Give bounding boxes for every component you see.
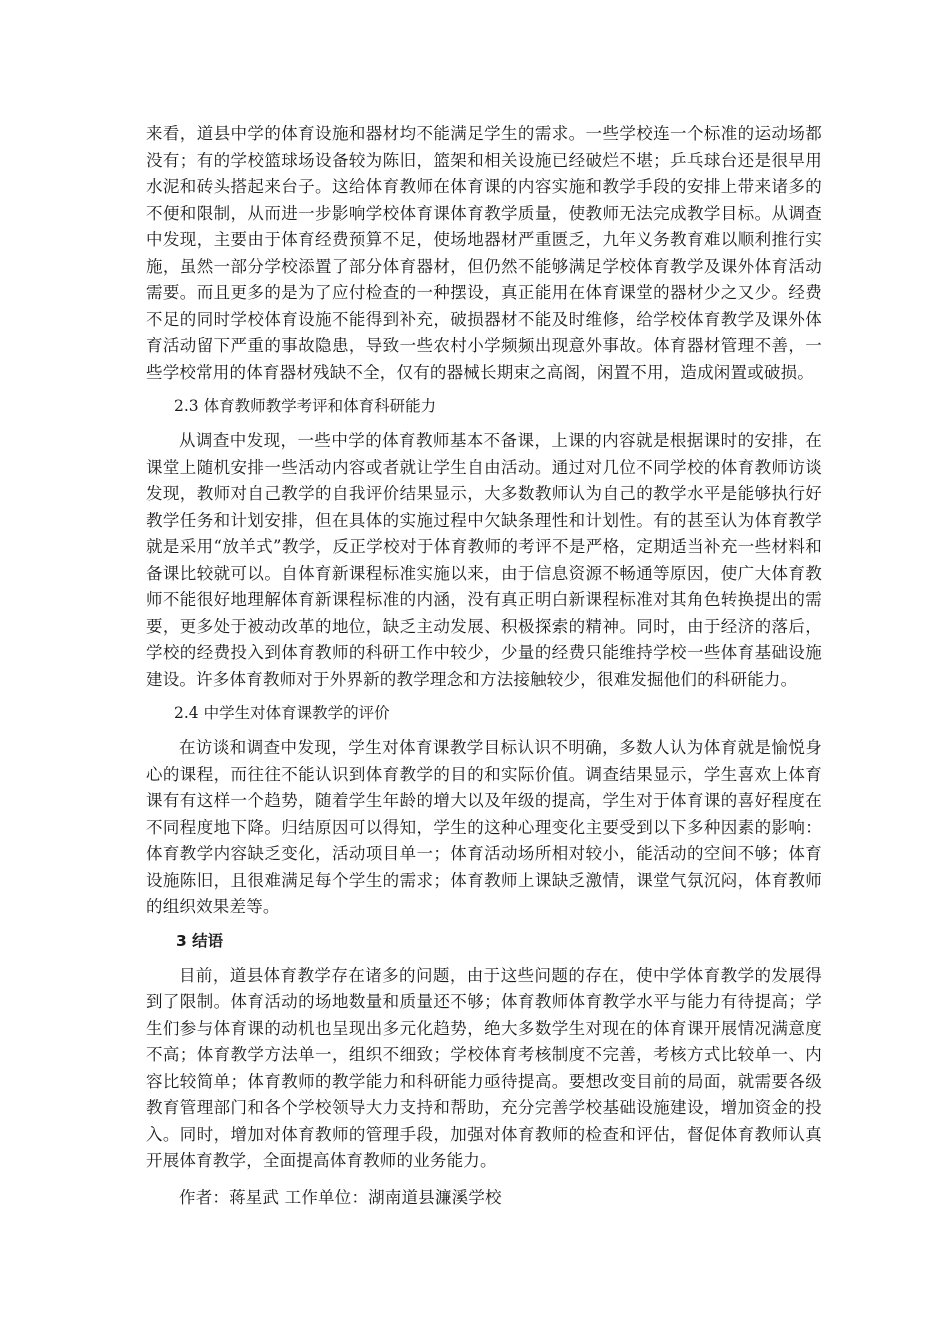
author-line: 作者：蒋星武 工作单位：湖南道县濂溪学校 — [179, 1187, 502, 1207]
section-2-3-heading: 2.3 体育教师教学考评和体育科研能力 — [174, 397, 437, 415]
document-page — [146, 121, 822, 1211]
section-2-3-paragraph: 从调查中发现，一些中学的体育教师基本不备课，上课的内容就是根据课时的安排，在课堂上随机安排一些活动内容或者就让学生自由活动。通过对几位不同学校的体育教师访谈发现，教师对自己教学的自我评价结果显示，大多数教师认为自己的教学水平是能够执行好教学任务和计划安排，但在具体的实施过程中欠缺条理性和计划性。有的甚至认为体育教学就是采用“放羊式”教学，反正学校对于体育教师的考评不是严格，定期适当补充一些材料和备课比较就可以。自体育新课程标准实施以来，由于信息资源不畅通等原因，使广大体育教师不能很好地理解体育新课程标准的内涵，没有真正明白新课程标准对其角色转换提出的需要，更多处于被动改革的地位，缺乏主动发展、积极探索的精神。同时，由于经济的落后，学校的经费投入到体育教师的科研工作中较少，少量的经费只能维持学校一些体育基础设施建设。许多体育教师对于外界新的教学理念和方法接触较少，很难发掘他们的科研能力。 — [146, 431, 822, 689]
intro-paragraph: 来看，道县中学的体育设施和器材均不能满足学生的需求。一些学校连一个标准的运动场都没有；有的学校篮球场设备较为陈旧，篮架和相关设施已经破烂不堪；乒乓球台还是很早用水泥和砖头搭起来台子。这给体育教师在体育课的内容实施和教学手段的安排上带来诸多的不便和限制，从而进一步影响学校体育课体育教学质量，使教师无法完成教学目标。从调查中发现，主要由于体育经费预算不足，使场地器材严重匮乏，九年义务教育难以顺利推行实施，虽然一部分学校添置了部分体育器材，但仍然不能够满足学校体育教学及课外体育活动需要。而且更多的是为了应付检查的一种摆设，真正能用在体育课堂的器材少之又少。经费不足的同时学校体育设施不能得到补充，破损器材不能及时维修，给学校体育教学及课外体育活动留下严重的事故隐患，导致一些农村小学频频出现意外事故。体育器材管理不善，一些学校常用的体育器材残缺不全，仅有的器械长期束之高阁，闲置不用，造成闲置或破损。 — [146, 124, 822, 382]
section-2-4-heading: 2.4 中学生对体育课教学的评价 — [174, 704, 390, 722]
section-3-heading: 3 结语 — [176, 931, 224, 950]
conclusion-paragraph: 目前，道县体育教学存在诸多的问题，由于这些问题的存在，使中学体育教学的发展得到了限制。体育活动的场地数量和质量还不够；体育教师体育教学水平与能力有待提高；学生们参与体育课的动机也呈现出多元化趋势，绝大多数学生对现在的体育课开展情况满意度不高；体育教学方法单一，组织不细致；学校体育考核制度不完善，考核方式比较单一、内容比较简单；体育教师的教学能力和科研能力亟待提高。要想改变目前的局面，就需要各级教育管理部门和各个学校领导大力支持和帮助，充分完善学校基础设施建设，增加资金的投入。同时，增加对体育教师的管理手段，加强对体育教师的检查和评估，督促体育教师认真开展体育教学，全面提高体育教师的业务能力。 — [146, 965, 822, 1170]
section-2-4-paragraph: 在访谈和调查中发现，学生对体育课教学目标认识不明确，多数人认为体育就是愉悦身心的课程，而往往不能认识到体育教学的目的和实际价值。调查结果显示，学生喜欢上体育课有有这样一个趋势，随着学生年龄的增大以及年级的提高，学生对于体育课的喜好程度在不同程度地下降。归结原因可以得知，学生的这种心理变化主要受到以下多种因素的影响：体育教学内容缺乏变化，活动项目单一；体育活动场所相对较小，能活动的空间不够；体育设施陈旧，且很难满足每个学生的需求；体育教师上课缺乏激情，课堂气氛沉闷，体育教师的组织效果差等。 — [146, 738, 822, 916]
